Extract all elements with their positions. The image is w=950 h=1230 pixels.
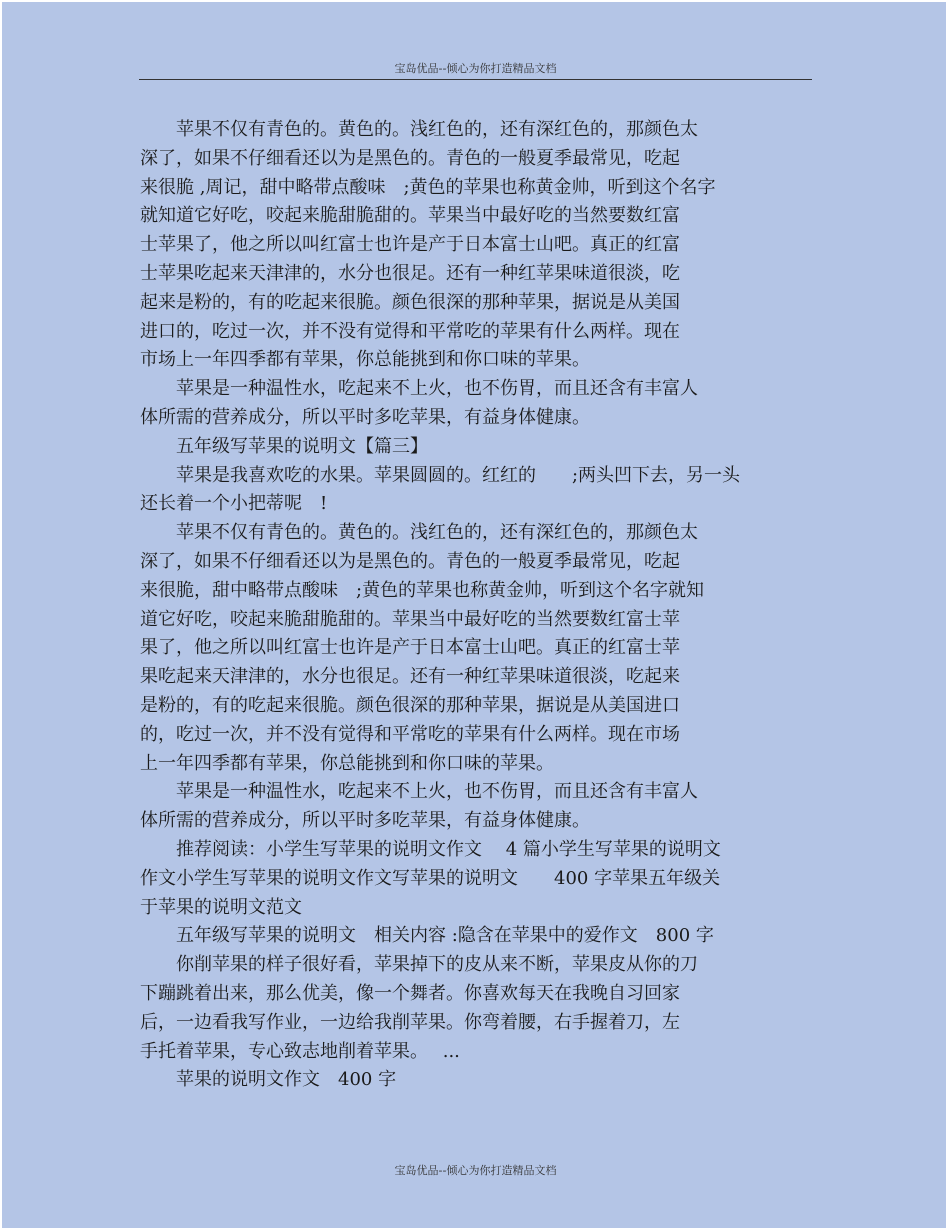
paragraph-line: 进口的，吃过一次，并不没有觉得和平常吃的苹果有什么两样。现在 — [140, 320, 680, 342]
paragraph-line: 是粉的，有的吃起来很脆。颜色很深的那种苹果，据说是从美国进口 — [140, 694, 680, 716]
paragraph-line: 市场上一年四季都有苹果，你总能挑到和你口味的苹果。 — [140, 349, 590, 371]
paragraph-line: 体所需的营养成分，所以平时多吃苹果，有益身体健康。 — [140, 406, 590, 428]
paragraph-line: 苹果是一种温性水，吃起来不上火，也不伤胃，而且还含有丰富人 — [176, 781, 698, 803]
paragraph-line: 上一年四季都有苹果，你总能挑到和你口味的苹果。 — [140, 752, 554, 774]
paragraph-line: 体所需的营养成分，所以平时多吃苹果，有益身体健康。 — [140, 810, 590, 832]
section-heading: 五年级写苹果的说明文【篇三】 — [176, 435, 428, 457]
recommended-reading: 于苹果的说明文范文 — [140, 896, 302, 918]
paragraph-line: 苹果是一种温性水，吃起来不上火，也不伤胃，而且还含有丰富人 — [176, 378, 698, 400]
page-footer: 宝岛优品--倾心为你打造精品文档 — [394, 1164, 557, 1177]
paragraph-line: 起来是粉的，有的吃起来很脆。颜色很深的那种苹果，据说是从美国 — [140, 291, 680, 313]
paragraph-line: 后，一边看我写作业，一边给我削苹果。你弯着腰，右手握着刀，左 — [140, 1011, 680, 1033]
paragraph-line: 的，吃过一次，并不没有觉得和平常吃的苹果有什么两样。现在市场 — [140, 723, 680, 745]
paragraph-line: 士苹果了，他之所以叫红富士也许是产于日本富士山吧。真正的红富 — [140, 234, 680, 256]
paragraph-line: 苹果是我喜欢吃的水果。苹果圆圆的。红红的 ;两头凹下去，另一头 — [176, 464, 741, 486]
paragraph-line: 下蹦跳着出来，那么优美，像一个舞者。你喜欢每天在我晚自习回家 — [140, 982, 680, 1004]
paragraph-line: 苹果不仅有青色的。黄色的。浅红色的，还有深红色的，那颜色太 — [176, 119, 698, 140]
paragraph-line: 还长着一个小把蒂呢 ! — [140, 493, 328, 515]
recommended-reading: 作文小学生写苹果的说明文作文写苹果的说明文 400 字苹果五年级关 — [140, 867, 721, 889]
paragraph-line: 果了，他之所以叫红富士也许是产于日本富士山吧。真正的红富士苹 — [140, 637, 680, 659]
paragraph-line: 来很脆，甜中略带点酸味 ;黄色的苹果也称黄金帅，听到这个名字就知 — [140, 579, 705, 601]
paragraph-line: 手托着苹果，专心致志地削着苹果。 ... — [140, 1040, 460, 1062]
recommended-reading: 推荐阅读：小学生写苹果的说明文作文 4 篇小学生写苹果的说明文 — [176, 838, 721, 860]
paragraph-line: 深了，如果不仔细看还以为是黑色的。青色的一般夏季最常见，吃起 — [140, 147, 680, 169]
paragraph-line: 来很脆 ,周记，甜中略带点酸味 ;黄色的苹果也称黄金帅，听到这个名字 — [140, 176, 716, 198]
document-page — [2, 2, 946, 1228]
document-body — [140, 116, 810, 1095]
paragraph-line: 果吃起来天津津的，水分也很足。还有一种红苹果味道很淡，吃起来 — [140, 666, 680, 688]
paragraph-line: 就知道它好吃，咬起来脆甜脆甜的。苹果当中最好吃的当然要数红富 — [140, 205, 680, 227]
related-article-title: 苹果的说明文作文 400 字 — [176, 1069, 397, 1091]
paragraph-line: 道它好吃，咬起来脆甜脆甜的。苹果当中最好吃的当然要数红富士苹 — [140, 608, 680, 630]
header-divider — [139, 79, 812, 80]
page-header: 宝岛优品--倾心为你打造精品文档 — [394, 62, 557, 75]
paragraph-line: 深了，如果不仔细看还以为是黑色的。青色的一般夏季最常见，吃起 — [140, 550, 680, 572]
paragraph-line: 士苹果吃起来天津津的，水分也很足。还有一种红苹果味道很淡，吃 — [140, 262, 680, 284]
paragraph-line: 你削苹果的样子很好看，苹果掉下的皮从来不断，苹果皮从你的刀 — [176, 954, 698, 976]
related-content-heading: 五年级写苹果的说明文 相关内容 :隐含在苹果中的爱作文 800 字 — [176, 925, 714, 947]
paragraph-line: 苹果不仅有青色的。黄色的。浅红色的，还有深红色的，那颜色太 — [176, 522, 698, 544]
